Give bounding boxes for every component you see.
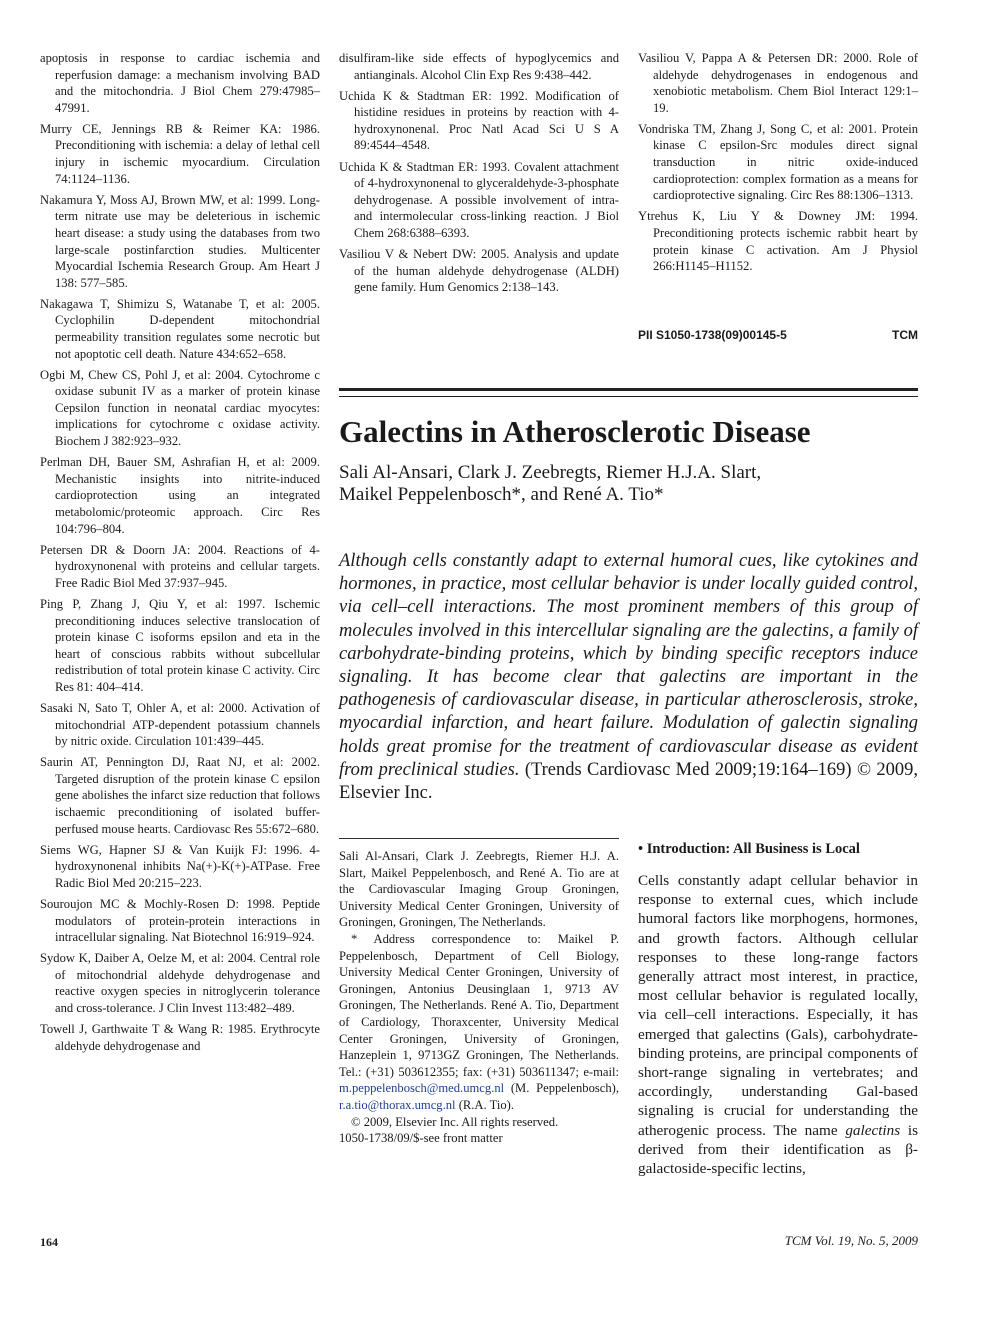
page-number: 164: [40, 1235, 58, 1249]
reference-entry: Ping P, Zhang J, Qiu Y, et al: 1997. Ischemic preconditioning induces selective translocation of protein kinase C isoforms epsilon and eta in the heart of conscious rabbits without subcellular redistribution of total protein kinase C activity. Circ Res 81: 404–414.: [40, 596, 320, 694]
pii-code: PII S1050-1738(09)00145-5: [638, 328, 787, 342]
copyright-line: © 2009, Elsevier Inc. All rights reserved.: [351, 1114, 559, 1129]
email-link-peppelenbosch[interactable]: m.peppelenbosch@med.umcg.nl: [339, 1081, 505, 1096]
reference-entry: Vondriska TM, Zhang J, Song C, et al: 2001. Protein kinase C epsilon-Src modules direct signal transduction in nitric oxide-induced cardioprotection: complex formation as a means for cardioprotective signaling. Circ Res 88:1306–1313.: [638, 121, 918, 203]
reference-entry: Vasiliou V, Pappa A & Petersen DR: 2000. Role of aldehyde dehydrogenases in endogenous and xenobiotic metabolism. Chem Biol Interact 129:1–19.: [638, 51, 918, 115]
reference-entry: Nakamura Y, Moss AJ, Brown MW, et al: 1999. Long-term nitrate use may be deleterious in ischemic heart disease: a study using the databases from two large-scale postinfarction studies. Multicenter Myocardial Ischemia Research Group. Am Heart J 138: 577–585.: [40, 192, 320, 290]
article-title: Galectins in Atherosclerotic Disease: [339, 414, 811, 449]
abstract-citation: (Trends Cardiovasc Med 2009;19:164–169) © 2009, Elsevier Inc.: [339, 759, 918, 804]
reference-entry: Ogbi M, Chew CS, Pohl J, et al: 2004. Cytochrome c oxidase subunit IV as a marker of protein kinase Cepsilon function in neonatal cardiac myocytes: implications for cytochrome c oxidase activity. Biochem J 382:923–932.: [40, 367, 320, 449]
email-link-tio[interactable]: r.a.tio@thorax.umcg.nl: [339, 1097, 456, 1112]
pii-journal: TCM: [892, 328, 918, 342]
intro-text: Cells constantly adapt cellular behavior in response to external cues, which include humoral factors like morphogens, hormones, and growth factors. Although cellular responses to these long-range factors generally attract most interest, in practice, most cellular behavior is regulated locally, via cell–cell interactions. Especially, it has emerged that galectins (Gals), carbohydrate-binding proteins, are principal components of short-range signaling in vertebrates; and accordingly, understanding Gal-based signaling is crucial for understanding the atherogenic process. The name: [638, 872, 918, 1139]
abstract-text: Although cells constantly adapt to external humoral cues, like cytokines and hormones, in practice, most cellular behavior is under locally guided control, via cell–cell interactions. The most prominent members of this group of molecules involved in this intercellular signaling are the galectins, a family of carbohydrate-binding proteins, which by binding specific receptors induce signaling. It has become clear that galectins are important in the pathogenesis of cardiovascular disease, in particular atherosclerosis, stroke, myocardial infarction, and heart failure. Modulation of galectin signaling holds great promise for the treatment of cardiovascular disease as evident from preclinical studies.: [339, 551, 918, 780]
affiliation-divider: [339, 838, 619, 839]
abstract: [339, 550, 918, 805]
reference-entry: Uchida K & Stadtman ER: 1993. Covalent attachment of 4-hydroxynonenal to glyceraldehyde-3-phosphate dehydrogenase. A possible involvement of intra- and intermolecular cross-linking reaction. J Biol Chem 268:6388–6393.: [339, 159, 619, 240]
reference-entry: apoptosis in response to cardiac ischemia and reperfusion damage: a mechanism involving BAD and the mitochondria. J Biol Chem 279:47985–47991.: [40, 51, 320, 115]
correspondence-text: * Address correspondence to: Maikel P. Peppelenbosch, Department of Cell Biology, University Medical Center Groningen, University of Groningen, Antonius Deusinglaan 1, 9713 AV Groningen, The Netherlands. René A. Tio, Department of Cardiology, Thoraxcenter, University Medical Center Groningen, University of Groningen, Hanzeplein 1, 9713GZ Groningen, The Netherlands. Tel.: (+31) 503612355; fax: (+31) 503611347; e-mail:: [339, 931, 619, 1079]
references-column-1: [40, 50, 320, 1059]
author-list: [339, 462, 919, 506]
pii-line: [638, 328, 918, 342]
correspondence: [339, 931, 619, 1114]
reference-entry: Nakagawa T, Shimizu S, Watanabe T, et al: 2005. Cyclophilin D-dependent mitochondrial permeability transition regulates some necrotic but not apoptotic cell death. Nature 434:652–658.: [40, 296, 320, 361]
intro-text-tail: is derived from their identification as β-galactoside-specific lectins,: [638, 1121, 919, 1178]
reference-entry: Murry CE, Jennings RB & Reimer KA: 1986. Preconditioning with ischemia: a delay of lethal cell injury in ischemic myocardium. Circulation 74:1124–1136.: [40, 121, 320, 186]
authors-line-1: Sali Al-Ansari, Clark J. Zeebregts, Riemer H.J.A. Slart,: [339, 462, 762, 483]
issn-line: 1050-1738/09/$-see front matter: [339, 1131, 503, 1146]
reference-entry: disulfiram-like side effects of hypoglycemics and antianginals. Alcohol Clin Exp Res 9:438–442.: [339, 51, 619, 82]
reference-entry: Souroujon MC & Mochly-Rosen D: 1998. Peptide modulators of protein-protein interactions in intracellular signaling. Nat Biotechnol 16:919–924.: [40, 897, 320, 945]
reference-entry: Petersen DR & Doorn JA: 2004. Reactions of 4-hydroxynonenal with proteins and cellular targets. Free Radic Biol Med 37:937–945.: [40, 542, 320, 590]
section-heading: • Introduction: All Business is Local: [638, 841, 860, 857]
email-note-2: (R.A. Tio).: [458, 1097, 514, 1112]
title-divider-thick: [339, 388, 918, 391]
reference-entry: Towell J, Garthwaite T & Wang R: 1985. Erythrocyte aldehyde dehydrogenase and: [40, 1022, 320, 1053]
authors-line-2: Maikel Peppelenbosch*, and René A. Tio*: [339, 484, 664, 505]
references-column-3: [638, 50, 918, 279]
reference-entry: Perlman DH, Bauer SM, Ashrafian H, et al: 2009. Mechanistic insights into nitrite-induced cardioprotection using an integrated metabolomic/proteomic approach. Circ Res 104:796–804.: [40, 455, 320, 536]
author-affiliations: Sali Al-Ansari, Clark J. Zeebregts, Riemer H.J. A. Slart, Maikel Peppelenbosch, and René A. Tio are at the Cardiovascular Imaging Group Groningen, University Medical Center Groningen, University of Groningen, Groningen, The Netherlands.: [339, 849, 619, 930]
affiliation-block: [339, 848, 619, 1147]
references-column-2: [339, 50, 619, 300]
reference-entry: Saurin AT, Pennington DJ, Raat NJ, et al: 2002. Targeted disruption of the protein kinase C epsilon gene abolishes the infarct size reduction that follows ischaemic preconditioning of isolated buffer-perfused mouse hearts. Cardiovasc Res 55:672–680.: [40, 755, 320, 836]
reference-entry: Sydow K, Daiber A, Oelze M, et al: 2004. Central role of mitochondrial aldehyde dehydrogenase and reactive oxygen species in nitroglycerin tolerance and cross-tolerance. J Clin Invest 113:482–489.: [40, 951, 320, 1016]
reference-entry: Uchida K & Stadtman ER: 1992. Modification of histidine residues in proteins by reaction with 4-hydroxynonenal. Proc Natl Acad Sci U S A 89:4544–4548.: [339, 88, 619, 153]
journal-footer: TCM Vol. 19, No. 5, 2009: [784, 1233, 918, 1248]
reference-entry: Siems WG, Hapner SJ & Van Kuijk FJ: 1996. 4-hydroxynonenal inhibits Na(+)-K(+)-ATPase. Free Radic Biol Med 20:215–223.: [40, 842, 320, 890]
email-note-1: (M. Peppelenbosch),: [510, 1081, 619, 1096]
reference-entry: Ytrehus K, Liu Y & Downey JM: 1994. Preconditioning protects ischemic rabbit heart by protein kinase C activation. Am J Physiol 266:H1145–H1152.: [638, 209, 918, 274]
reference-entry: Sasaki N, Sato T, Ohler A, et al: 2000. Activation of mitochondrial ATP-dependent potassium channels by nitric oxide. Circulation 101:439–445.: [40, 700, 320, 749]
intro-italic-term: galectins: [845, 1121, 901, 1139]
reference-entry: Vasiliou V & Nebert DW: 2005. Analysis and update of the human aldehyde dehydrogenase (ALDH) gene family. Hum Genomics 2:138–143.: [339, 247, 619, 295]
introduction-paragraph: [638, 871, 918, 1178]
title-divider-thin: [339, 396, 918, 397]
